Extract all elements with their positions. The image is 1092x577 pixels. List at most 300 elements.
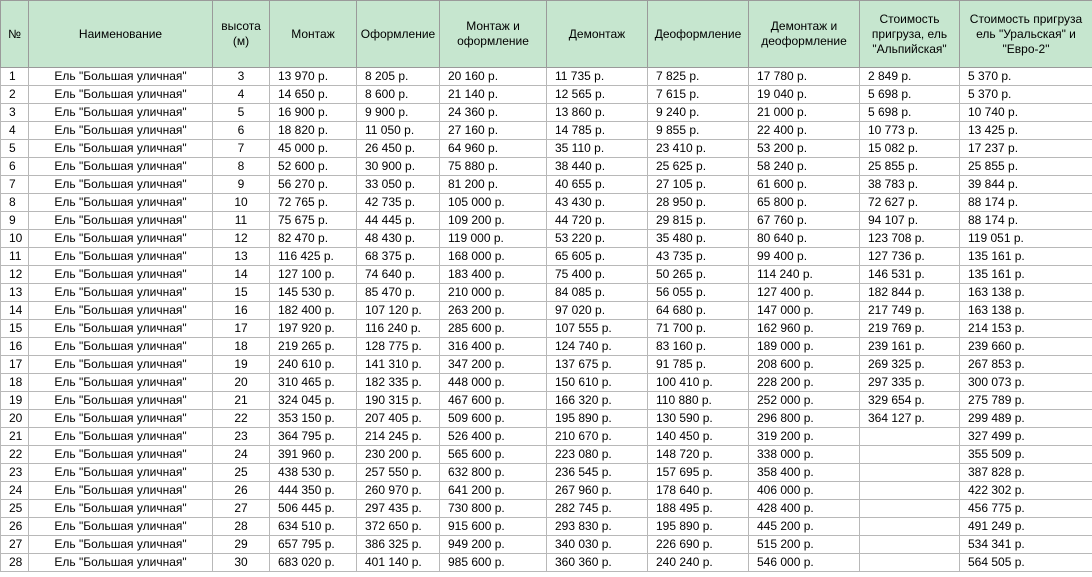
cell-undecoration[interactable]: 35 480 р. (648, 230, 749, 248)
cell-montage[interactable]: 18 820 р. (270, 122, 357, 140)
cell-height[interactable]: 19 (213, 356, 270, 374)
cell-weight-alpine[interactable]: 5 698 р. (860, 86, 960, 104)
cell-dismantling[interactable]: 195 890 р. (547, 410, 648, 428)
cell-weight-ural-euro[interactable]: 299 489 р. (960, 410, 1092, 428)
cell-dismantling[interactable]: 293 830 р. (547, 518, 648, 536)
cell-dismantling[interactable]: 75 400 р. (547, 266, 648, 284)
cell-decoration[interactable]: 401 140 р. (357, 554, 440, 572)
cell-weight-alpine[interactable] (860, 554, 960, 572)
header-num[interactable]: № (1, 1, 29, 68)
cell-montage-decoration[interactable]: 109 200 р. (440, 212, 547, 230)
cell-height[interactable]: 16 (213, 302, 270, 320)
cell-dismantling-undecoration[interactable]: 319 200 р. (749, 428, 860, 446)
cell-undecoration[interactable]: 9 855 р. (648, 122, 749, 140)
cell-num[interactable]: 2 (1, 86, 29, 104)
cell-dismantling-undecoration[interactable]: 428 400 р. (749, 500, 860, 518)
cell-name[interactable]: Ель "Большая уличная" (29, 140, 213, 158)
cell-num[interactable]: 27 (1, 536, 29, 554)
cell-weight-ural-euro[interactable]: 300 073 р. (960, 374, 1092, 392)
cell-dismantling[interactable]: 107 555 р. (547, 320, 648, 338)
cell-weight-alpine[interactable]: 146 531 р. (860, 266, 960, 284)
cell-decoration[interactable]: 297 435 р. (357, 500, 440, 518)
header-montage[interactable]: Монтаж (270, 1, 357, 68)
cell-dismantling-undecoration[interactable]: 67 760 р. (749, 212, 860, 230)
cell-weight-ural-euro[interactable]: 327 499 р. (960, 428, 1092, 446)
cell-decoration[interactable]: 9 900 р. (357, 104, 440, 122)
cell-undecoration[interactable]: 157 695 р. (648, 464, 749, 482)
cell-dismantling-undecoration[interactable]: 546 000 р. (749, 554, 860, 572)
cell-montage[interactable]: 116 425 р. (270, 248, 357, 266)
cell-height[interactable]: 9 (213, 176, 270, 194)
cell-montage-decoration[interactable]: 641 200 р. (440, 482, 547, 500)
cell-name[interactable]: Ель "Большая уличная" (29, 230, 213, 248)
cell-name[interactable]: Ель "Большая уличная" (29, 104, 213, 122)
cell-weight-ural-euro[interactable]: 119 051 р. (960, 230, 1092, 248)
cell-undecoration[interactable]: 56 055 р. (648, 284, 749, 302)
cell-weight-alpine[interactable] (860, 446, 960, 464)
cell-dismantling-undecoration[interactable]: 61 600 р. (749, 176, 860, 194)
cell-undecoration[interactable]: 91 785 р. (648, 356, 749, 374)
cell-undecoration[interactable]: 50 265 р. (648, 266, 749, 284)
cell-montage-decoration[interactable]: 119 000 р. (440, 230, 547, 248)
cell-montage[interactable]: 197 920 р. (270, 320, 357, 338)
cell-weight-ural-euro[interactable]: 135 161 р. (960, 248, 1092, 266)
cell-dismantling[interactable]: 44 720 р. (547, 212, 648, 230)
cell-montage-decoration[interactable]: 949 200 р. (440, 536, 547, 554)
cell-weight-ural-euro[interactable]: 5 370 р. (960, 86, 1092, 104)
header-decoration[interactable]: Оформление (357, 1, 440, 68)
cell-dismantling-undecoration[interactable]: 58 240 р. (749, 158, 860, 176)
cell-num[interactable]: 7 (1, 176, 29, 194)
cell-undecoration[interactable]: 226 690 р. (648, 536, 749, 554)
cell-dismantling-undecoration[interactable]: 162 960 р. (749, 320, 860, 338)
cell-montage[interactable]: 240 610 р. (270, 356, 357, 374)
header-height[interactable]: высота (м) (213, 1, 270, 68)
cell-decoration[interactable]: 33 050 р. (357, 176, 440, 194)
cell-weight-alpine[interactable] (860, 428, 960, 446)
cell-name[interactable]: Ель "Большая уличная" (29, 194, 213, 212)
cell-weight-alpine[interactable]: 15 082 р. (860, 140, 960, 158)
cell-weight-alpine[interactable] (860, 482, 960, 500)
cell-weight-alpine[interactable]: 182 844 р. (860, 284, 960, 302)
cell-height[interactable]: 5 (213, 104, 270, 122)
cell-height[interactable]: 14 (213, 266, 270, 284)
cell-montage[interactable]: 75 675 р. (270, 212, 357, 230)
cell-dismantling-undecoration[interactable]: 22 400 р. (749, 122, 860, 140)
cell-dismantling[interactable]: 43 430 р. (547, 194, 648, 212)
cell-undecoration[interactable]: 29 815 р. (648, 212, 749, 230)
cell-decoration[interactable]: 190 315 р. (357, 392, 440, 410)
cell-montage-decoration[interactable]: 81 200 р. (440, 176, 547, 194)
cell-num[interactable]: 13 (1, 284, 29, 302)
cell-dismantling-undecoration[interactable]: 296 800 р. (749, 410, 860, 428)
cell-dismantling[interactable]: 97 020 р. (547, 302, 648, 320)
cell-dismantling-undecoration[interactable]: 99 400 р. (749, 248, 860, 266)
cell-num[interactable]: 9 (1, 212, 29, 230)
cell-undecoration[interactable]: 140 450 р. (648, 428, 749, 446)
cell-weight-alpine[interactable]: 10 773 р. (860, 122, 960, 140)
cell-name[interactable]: Ель "Большая уличная" (29, 500, 213, 518)
cell-decoration[interactable]: 141 310 р. (357, 356, 440, 374)
cell-decoration[interactable]: 44 445 р. (357, 212, 440, 230)
cell-num[interactable]: 10 (1, 230, 29, 248)
cell-dismantling-undecoration[interactable]: 114 240 р. (749, 266, 860, 284)
cell-name[interactable]: Ель "Большая уличная" (29, 86, 213, 104)
cell-dismantling-undecoration[interactable]: 445 200 р. (749, 518, 860, 536)
cell-dismantling-undecoration[interactable]: 17 780 р. (749, 68, 860, 86)
cell-name[interactable]: Ель "Большая уличная" (29, 392, 213, 410)
cell-decoration[interactable]: 8 205 р. (357, 68, 440, 86)
cell-num[interactable]: 1 (1, 68, 29, 86)
cell-num[interactable]: 21 (1, 428, 29, 446)
cell-decoration[interactable]: 68 375 р. (357, 248, 440, 266)
cell-montage-decoration[interactable]: 285 600 р. (440, 320, 547, 338)
cell-decoration[interactable]: 214 245 р. (357, 428, 440, 446)
cell-dismantling[interactable]: 282 745 р. (547, 500, 648, 518)
cell-dismantling[interactable]: 11 735 р. (547, 68, 648, 86)
cell-name[interactable]: Ель "Большая уличная" (29, 212, 213, 230)
header-montage-decoration[interactable]: Монтаж и оформление (440, 1, 547, 68)
cell-height[interactable]: 22 (213, 410, 270, 428)
cell-weight-alpine[interactable]: 217 749 р. (860, 302, 960, 320)
cell-height[interactable]: 26 (213, 482, 270, 500)
cell-montage-decoration[interactable]: 24 360 р. (440, 104, 547, 122)
cell-montage[interactable]: 634 510 р. (270, 518, 357, 536)
cell-dismantling-undecoration[interactable]: 19 040 р. (749, 86, 860, 104)
cell-montage[interactable]: 127 100 р. (270, 266, 357, 284)
cell-num[interactable]: 26 (1, 518, 29, 536)
cell-montage-decoration[interactable]: 448 000 р. (440, 374, 547, 392)
cell-height[interactable]: 27 (213, 500, 270, 518)
cell-dismantling[interactable]: 38 440 р. (547, 158, 648, 176)
cell-weight-alpine[interactable]: 72 627 р. (860, 194, 960, 212)
cell-num[interactable]: 20 (1, 410, 29, 428)
cell-dismantling[interactable]: 150 610 р. (547, 374, 648, 392)
cell-dismantling[interactable]: 267 960 р. (547, 482, 648, 500)
cell-montage-decoration[interactable]: 565 600 р. (440, 446, 547, 464)
cell-weight-alpine[interactable]: 297 335 р. (860, 374, 960, 392)
cell-dismantling[interactable]: 124 740 р. (547, 338, 648, 356)
cell-undecoration[interactable]: 25 625 р. (648, 158, 749, 176)
cell-name[interactable]: Ель "Большая уличная" (29, 302, 213, 320)
cell-height[interactable]: 23 (213, 428, 270, 446)
cell-decoration[interactable]: 372 650 р. (357, 518, 440, 536)
cell-dismantling-undecoration[interactable]: 147 000 р. (749, 302, 860, 320)
cell-montage-decoration[interactable]: 105 000 р. (440, 194, 547, 212)
cell-weight-ural-euro[interactable]: 275 789 р. (960, 392, 1092, 410)
cell-weight-alpine[interactable]: 269 325 р. (860, 356, 960, 374)
cell-num[interactable]: 16 (1, 338, 29, 356)
cell-montage[interactable]: 506 445 р. (270, 500, 357, 518)
cell-montage-decoration[interactable]: 509 600 р. (440, 410, 547, 428)
cell-dismantling[interactable]: 53 220 р. (547, 230, 648, 248)
cell-num[interactable]: 18 (1, 374, 29, 392)
cell-height[interactable]: 4 (213, 86, 270, 104)
cell-weight-ural-euro[interactable]: 387 828 р. (960, 464, 1092, 482)
cell-montage[interactable]: 219 265 р. (270, 338, 357, 356)
cell-dismantling-undecoration[interactable]: 515 200 р. (749, 536, 860, 554)
cell-dismantling[interactable]: 223 080 р. (547, 446, 648, 464)
cell-name[interactable]: Ель "Большая уличная" (29, 338, 213, 356)
cell-name[interactable]: Ель "Большая уличная" (29, 536, 213, 554)
cell-name[interactable]: Ель "Большая уличная" (29, 428, 213, 446)
cell-height[interactable]: 3 (213, 68, 270, 86)
cell-weight-ural-euro[interactable]: 88 174 р. (960, 212, 1092, 230)
cell-num[interactable]: 22 (1, 446, 29, 464)
cell-decoration[interactable]: 30 900 р. (357, 158, 440, 176)
cell-weight-ural-euro[interactable]: 491 249 р. (960, 518, 1092, 536)
cell-undecoration[interactable]: 27 105 р. (648, 176, 749, 194)
cell-weight-alpine[interactable]: 2 849 р. (860, 68, 960, 86)
cell-height[interactable]: 21 (213, 392, 270, 410)
cell-height[interactable]: 28 (213, 518, 270, 536)
cell-name[interactable]: Ель "Большая уличная" (29, 122, 213, 140)
cell-dismantling-undecoration[interactable]: 358 400 р. (749, 464, 860, 482)
cell-num[interactable]: 19 (1, 392, 29, 410)
header-weight-ural-euro[interactable]: Стоимость пригруза ель "Уральская" и "Евро-2" (960, 1, 1092, 68)
cell-montage[interactable]: 310 465 р. (270, 374, 357, 392)
cell-decoration[interactable]: 257 550 р. (357, 464, 440, 482)
cell-weight-ural-euro[interactable]: 267 853 р. (960, 356, 1092, 374)
cell-weight-alpine[interactable]: 239 161 р. (860, 338, 960, 356)
cell-undecoration[interactable]: 9 240 р. (648, 104, 749, 122)
header-dismantling-undecoration[interactable]: Демонтаж и деоформление (749, 1, 860, 68)
cell-weight-alpine[interactable]: 5 698 р. (860, 104, 960, 122)
cell-montage-decoration[interactable]: 915 600 р. (440, 518, 547, 536)
cell-height[interactable]: 29 (213, 536, 270, 554)
cell-weight-ural-euro[interactable]: 534 341 р. (960, 536, 1092, 554)
cell-weight-ural-euro[interactable]: 17 237 р. (960, 140, 1092, 158)
cell-undecoration[interactable]: 7 825 р. (648, 68, 749, 86)
cell-decoration[interactable]: 386 325 р. (357, 536, 440, 554)
cell-montage-decoration[interactable]: 263 200 р. (440, 302, 547, 320)
cell-undecoration[interactable]: 64 680 р. (648, 302, 749, 320)
cell-height[interactable]: 17 (213, 320, 270, 338)
cell-montage[interactable]: 324 045 р. (270, 392, 357, 410)
cell-weight-alpine[interactable]: 94 107 р. (860, 212, 960, 230)
cell-weight-ural-euro[interactable]: 39 844 р. (960, 176, 1092, 194)
cell-montage-decoration[interactable]: 27 160 р. (440, 122, 547, 140)
cell-decoration[interactable]: 74 640 р. (357, 266, 440, 284)
cell-montage-decoration[interactable]: 20 160 р. (440, 68, 547, 86)
cell-dismantling[interactable]: 35 110 р. (547, 140, 648, 158)
cell-decoration[interactable]: 8 600 р. (357, 86, 440, 104)
header-undecoration[interactable]: Деоформление (648, 1, 749, 68)
cell-montage[interactable]: 14 650 р. (270, 86, 357, 104)
cell-dismantling[interactable]: 40 655 р. (547, 176, 648, 194)
cell-decoration[interactable]: 85 470 р. (357, 284, 440, 302)
cell-name[interactable]: Ель "Большая уличная" (29, 446, 213, 464)
cell-weight-alpine[interactable]: 127 736 р. (860, 248, 960, 266)
cell-name[interactable]: Ель "Большая уличная" (29, 356, 213, 374)
cell-weight-ural-euro[interactable]: 25 855 р. (960, 158, 1092, 176)
cell-weight-ural-euro[interactable]: 13 425 р. (960, 122, 1092, 140)
header-dismantling[interactable]: Демонтаж (547, 1, 648, 68)
cell-undecoration[interactable]: 7 615 р. (648, 86, 749, 104)
cell-num[interactable]: 6 (1, 158, 29, 176)
cell-height[interactable]: 30 (213, 554, 270, 572)
cell-num[interactable]: 11 (1, 248, 29, 266)
cell-weight-ural-euro[interactable]: 135 161 р. (960, 266, 1092, 284)
cell-dismantling-undecoration[interactable]: 21 000 р. (749, 104, 860, 122)
cell-height[interactable]: 12 (213, 230, 270, 248)
cell-decoration[interactable]: 260 970 р. (357, 482, 440, 500)
cell-dismantling[interactable]: 137 675 р. (547, 356, 648, 374)
cell-dismantling-undecoration[interactable]: 53 200 р. (749, 140, 860, 158)
cell-name[interactable]: Ель "Большая уличная" (29, 410, 213, 428)
cell-name[interactable]: Ель "Большая уличная" (29, 176, 213, 194)
cell-montage-decoration[interactable]: 75 880 р. (440, 158, 547, 176)
cell-weight-ural-euro[interactable]: 88 174 р. (960, 194, 1092, 212)
cell-undecoration[interactable]: 240 240 р. (648, 554, 749, 572)
cell-num[interactable]: 3 (1, 104, 29, 122)
cell-weight-ural-euro[interactable]: 564 505 р. (960, 554, 1092, 572)
cell-name[interactable]: Ель "Большая уличная" (29, 482, 213, 500)
cell-montage[interactable]: 72 765 р. (270, 194, 357, 212)
cell-dismantling[interactable]: 236 545 р. (547, 464, 648, 482)
cell-height[interactable]: 13 (213, 248, 270, 266)
cell-num[interactable]: 12 (1, 266, 29, 284)
cell-decoration[interactable]: 107 120 р. (357, 302, 440, 320)
cell-num[interactable]: 14 (1, 302, 29, 320)
header-weight-alpine[interactable]: Стоимость пригруза, ель "Альпийская" (860, 1, 960, 68)
cell-height[interactable]: 6 (213, 122, 270, 140)
cell-weight-alpine[interactable] (860, 536, 960, 554)
cell-dismantling-undecoration[interactable]: 127 400 р. (749, 284, 860, 302)
cell-weight-alpine[interactable] (860, 518, 960, 536)
cell-name[interactable]: Ель "Большая уличная" (29, 320, 213, 338)
cell-montage[interactable]: 82 470 р. (270, 230, 357, 248)
cell-montage[interactable]: 182 400 р. (270, 302, 357, 320)
cell-montage-decoration[interactable]: 183 400 р. (440, 266, 547, 284)
cell-decoration[interactable]: 116 240 р. (357, 320, 440, 338)
cell-height[interactable]: 20 (213, 374, 270, 392)
cell-montage[interactable]: 657 795 р. (270, 536, 357, 554)
cell-height[interactable]: 15 (213, 284, 270, 302)
cell-height[interactable]: 25 (213, 464, 270, 482)
cell-name[interactable]: Ель "Большая уличная" (29, 248, 213, 266)
cell-weight-alpine[interactable]: 219 769 р. (860, 320, 960, 338)
cell-weight-alpine[interactable]: 38 783 р. (860, 176, 960, 194)
cell-decoration[interactable]: 11 050 р. (357, 122, 440, 140)
cell-num[interactable]: 8 (1, 194, 29, 212)
cell-montage[interactable]: 353 150 р. (270, 410, 357, 428)
cell-weight-ural-euro[interactable]: 214 153 р. (960, 320, 1092, 338)
cell-montage[interactable]: 56 270 р. (270, 176, 357, 194)
cell-height[interactable]: 18 (213, 338, 270, 356)
cell-dismantling[interactable]: 12 565 р. (547, 86, 648, 104)
cell-dismantling[interactable]: 84 085 р. (547, 284, 648, 302)
cell-undecoration[interactable]: 195 890 р. (648, 518, 749, 536)
cell-undecoration[interactable]: 100 410 р. (648, 374, 749, 392)
cell-montage[interactable]: 364 795 р. (270, 428, 357, 446)
cell-dismantling[interactable]: 166 320 р. (547, 392, 648, 410)
cell-undecoration[interactable]: 148 720 р. (648, 446, 749, 464)
cell-height[interactable]: 7 (213, 140, 270, 158)
cell-montage[interactable]: 52 600 р. (270, 158, 357, 176)
cell-decoration[interactable]: 128 775 р. (357, 338, 440, 356)
cell-name[interactable]: Ель "Большая уличная" (29, 284, 213, 302)
cell-montage[interactable]: 444 350 р. (270, 482, 357, 500)
cell-dismantling-undecoration[interactable]: 338 000 р. (749, 446, 860, 464)
cell-undecoration[interactable]: 178 640 р. (648, 482, 749, 500)
cell-montage-decoration[interactable]: 316 400 р. (440, 338, 547, 356)
cell-weight-ural-euro[interactable]: 163 138 р. (960, 284, 1092, 302)
cell-montage-decoration[interactable]: 467 600 р. (440, 392, 547, 410)
cell-undecoration[interactable]: 188 495 р. (648, 500, 749, 518)
cell-name[interactable]: Ель "Большая уличная" (29, 464, 213, 482)
cell-montage-decoration[interactable]: 210 000 р. (440, 284, 547, 302)
cell-decoration[interactable]: 26 450 р. (357, 140, 440, 158)
cell-num[interactable]: 5 (1, 140, 29, 158)
cell-montage-decoration[interactable]: 985 600 р. (440, 554, 547, 572)
cell-montage-decoration[interactable]: 21 140 р. (440, 86, 547, 104)
cell-decoration[interactable]: 182 335 р. (357, 374, 440, 392)
cell-dismantling[interactable]: 360 360 р. (547, 554, 648, 572)
cell-height[interactable]: 24 (213, 446, 270, 464)
header-name[interactable]: Наименование (29, 1, 213, 68)
cell-dismantling[interactable]: 14 785 р. (547, 122, 648, 140)
cell-decoration[interactable]: 207 405 р. (357, 410, 440, 428)
cell-name[interactable]: Ель "Большая уличная" (29, 374, 213, 392)
cell-undecoration[interactable]: 23 410 р. (648, 140, 749, 158)
cell-undecoration[interactable]: 71 700 р. (648, 320, 749, 338)
cell-undecoration[interactable]: 43 735 р. (648, 248, 749, 266)
cell-dismantling-undecoration[interactable]: 406 000 р. (749, 482, 860, 500)
cell-weight-ural-euro[interactable]: 456 775 р. (960, 500, 1092, 518)
cell-num[interactable]: 15 (1, 320, 29, 338)
cell-montage-decoration[interactable]: 730 800 р. (440, 500, 547, 518)
cell-weight-ural-euro[interactable]: 422 302 р. (960, 482, 1092, 500)
cell-height[interactable]: 10 (213, 194, 270, 212)
cell-weight-ural-euro[interactable]: 239 660 р. (960, 338, 1092, 356)
cell-weight-ural-euro[interactable]: 355 509 р. (960, 446, 1092, 464)
cell-num[interactable]: 17 (1, 356, 29, 374)
cell-weight-alpine[interactable] (860, 464, 960, 482)
cell-montage-decoration[interactable]: 526 400 р. (440, 428, 547, 446)
cell-decoration[interactable]: 230 200 р. (357, 446, 440, 464)
cell-weight-alpine[interactable]: 25 855 р. (860, 158, 960, 176)
cell-name[interactable]: Ель "Большая уличная" (29, 68, 213, 86)
cell-montage-decoration[interactable]: 347 200 р. (440, 356, 547, 374)
cell-weight-alpine[interactable]: 364 127 р. (860, 410, 960, 428)
cell-name[interactable]: Ель "Большая уличная" (29, 554, 213, 572)
cell-dismantling[interactable]: 210 670 р. (547, 428, 648, 446)
cell-montage[interactable]: 145 530 р. (270, 284, 357, 302)
cell-dismantling[interactable]: 340 030 р. (547, 536, 648, 554)
cell-undecoration[interactable]: 28 950 р. (648, 194, 749, 212)
cell-num[interactable]: 24 (1, 482, 29, 500)
cell-weight-ural-euro[interactable]: 163 138 р. (960, 302, 1092, 320)
cell-weight-alpine[interactable]: 329 654 р. (860, 392, 960, 410)
cell-dismantling-undecoration[interactable]: 189 000 р. (749, 338, 860, 356)
cell-dismantling[interactable]: 13 860 р. (547, 104, 648, 122)
cell-weight-ural-euro[interactable]: 5 370 р. (960, 68, 1092, 86)
cell-decoration[interactable]: 48 430 р. (357, 230, 440, 248)
cell-name[interactable]: Ель "Большая уличная" (29, 518, 213, 536)
cell-montage[interactable]: 391 960 р. (270, 446, 357, 464)
cell-undecoration[interactable]: 130 590 р. (648, 410, 749, 428)
cell-montage[interactable]: 45 000 р. (270, 140, 357, 158)
cell-weight-alpine[interactable]: 123 708 р. (860, 230, 960, 248)
cell-montage[interactable]: 13 970 р. (270, 68, 357, 86)
cell-dismantling-undecoration[interactable]: 80 640 р. (749, 230, 860, 248)
cell-height[interactable]: 11 (213, 212, 270, 230)
cell-num[interactable]: 4 (1, 122, 29, 140)
cell-undecoration[interactable]: 83 160 р. (648, 338, 749, 356)
cell-num[interactable]: 23 (1, 464, 29, 482)
cell-weight-ural-euro[interactable]: 10 740 р. (960, 104, 1092, 122)
